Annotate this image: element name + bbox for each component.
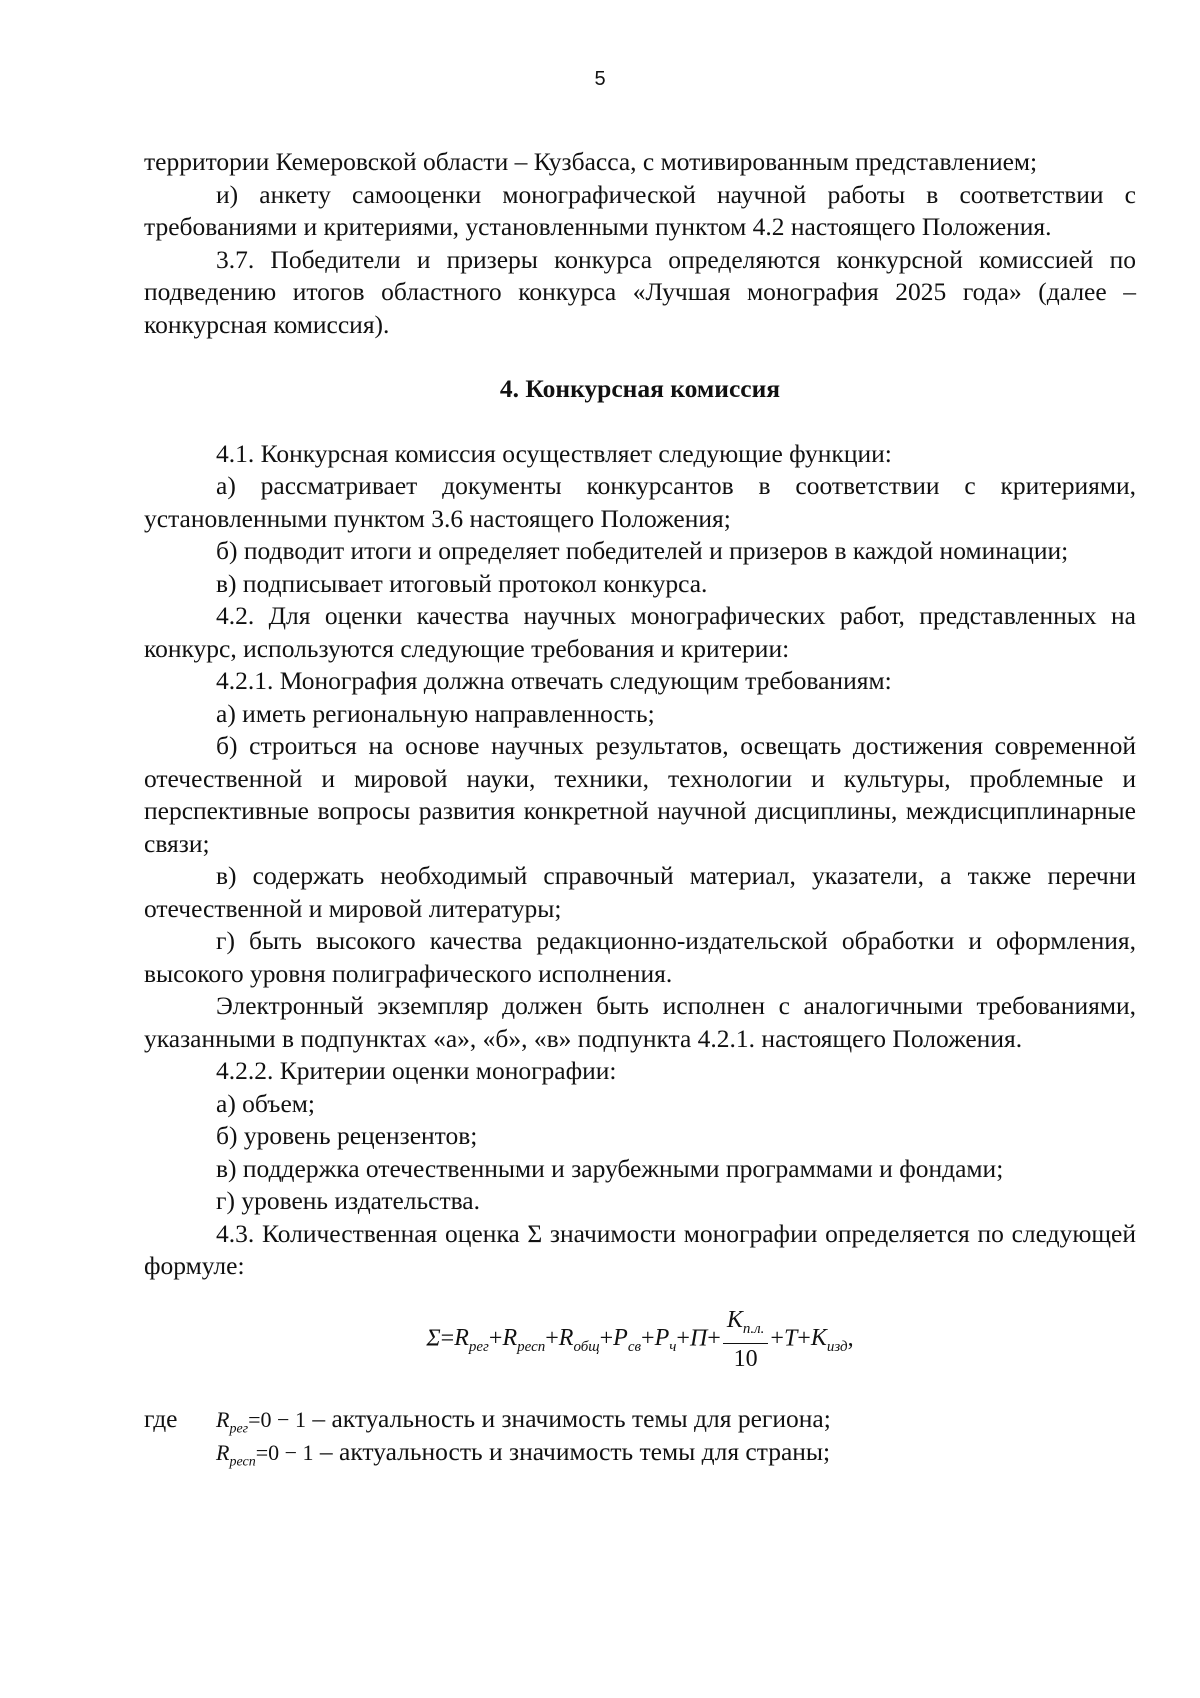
list-item: а) иметь региональную направленность; — [216, 698, 655, 728]
formula-plus: + — [707, 1324, 721, 1351]
formula-comma: , — [847, 1324, 854, 1351]
list-item: в) содержать необходимый справочный материал, указатели, а также перечни отечественной и мировой литературы; — [144, 861, 1136, 923]
formula-r-obsh: $R_{общ}$ — [558, 1324, 600, 1355]
list-item: а) объем; — [216, 1088, 315, 1118]
section-heading: 4. Конкурсная комиссия — [499, 374, 781, 403]
paragraph: 4.2.1. Монография должна отвечать следующим требованиям: — [216, 666, 892, 695]
formula-sigma: Σ — [426, 1324, 441, 1351]
legend-item — [216, 1436, 830, 1479]
document-body — [144, 146, 1136, 1469]
formula-denominator: 10 — [733, 1346, 758, 1373]
formula-r-resp: $R_{респ}$ — [502, 1324, 546, 1355]
formula-legend — [144, 1403, 1136, 1469]
paragraph: 4.2.2. Критерии оценки монографии: — [216, 1056, 617, 1085]
legend-label: где — [144, 1403, 178, 1433]
legend-symbol: $R_{рег}$ — [216, 1406, 249, 1436]
formula-plus: + — [545, 1324, 559, 1351]
legend-text: – актуальность и значимость темы для региона; — [305, 1403, 831, 1433]
legend-range: =0 − 1 — [255, 1439, 314, 1465]
list-item: а) рассматривает документы конкурсантов в соответствии с критериями, установленными пунктом 3.6 настоящего Положения; — [144, 471, 1136, 533]
formula — [144, 1305, 1136, 1375]
paragraph: 3.7. Победители и призеры конкурса определяются конкурсной комиссией по подведению итогов областного конкурса «Лучшая монография 2025 года» (далее – конкурсная комиссия). — [144, 244, 1136, 339]
formula-block — [144, 1283, 1136, 1403]
legend-text: – актуальность и значимость темы для страны; — [313, 1436, 831, 1466]
list-item: б) подводит итоги и определяет победителей и призеров в каждой номинации; — [216, 536, 1069, 565]
formula-p-ch: $P_ч$ — [654, 1324, 677, 1355]
formula-k-izd: $K_{изд}$ — [810, 1324, 848, 1355]
formula-r-reg: $R_{рег}$ — [454, 1324, 489, 1355]
formula-k-pl: $K_{п.л.}$ — [723, 1305, 769, 1345]
list-item: г) уровень издательства. — [216, 1186, 481, 1215]
formula-plus: + — [599, 1324, 614, 1351]
formula-equals: = — [440, 1324, 455, 1351]
formula-plus: + — [770, 1324, 784, 1351]
legend-range: =0 − 1 — [248, 1406, 306, 1432]
legend-symbol: $R_{респ}$ — [216, 1439, 256, 1469]
page-number: 5 — [594, 68, 606, 90]
formula-fraction — [723, 1305, 769, 1375]
paragraph: территории Кемеровской области – Кузбасса, с мотивированным представлением; — [144, 147, 1038, 176]
paragraph: 4.3. Количественная оценка Σ значимости монографии определяется по следующей формуле: — [144, 1218, 1136, 1280]
paragraph: 4.2. Для оценки качества научных монографических работ, представленных на конкурс, используются следующие требования и критерии: — [144, 601, 1136, 663]
formula-plus: + — [641, 1324, 655, 1351]
formula-p-sv: $P_{св}$ — [613, 1324, 642, 1355]
list-item: б) строиться на основе научных результатов, освещать достижения современной отечественной и мировой науки, техники, технологии и культуры, проблемные и перспективные вопросы развития конкретной научной дисциплины, междисциплинарные связи; — [144, 731, 1136, 858]
paragraph: Электронный экземпляр должен быть исполнен с аналогичными требованиями, указанными в подпунктах «а», «б», «в» подпункта 4.2.1. настоящего Положения. — [144, 991, 1136, 1053]
paragraph: 4.1. Конкурсная комиссия осуществляет следующие функции: — [216, 438, 892, 468]
formula-plus: + — [797, 1324, 811, 1351]
formula-plus: + — [676, 1324, 690, 1351]
paragraph: и) анкету самооценки монографической научной работы в соответствии с требованиями и критериями, установленными пунктом 4.2 настоящего Положения. — [144, 179, 1136, 241]
list-item: в) подписывает итоговый протокол конкурса. — [216, 568, 708, 598]
list-item: в) поддержка отечественными и зарубежными программами и фондами; — [216, 1153, 1004, 1183]
formula-plus: + — [488, 1324, 503, 1351]
formula-t: T — [783, 1324, 798, 1351]
formula-pi: П — [689, 1324, 708, 1351]
list-item: б) уровень рецензентов; — [216, 1121, 478, 1150]
list-item: г) быть высокого качества редакционно-издательской обработки и оформления, высокого уровня полиграфического исполнения. — [144, 926, 1136, 988]
